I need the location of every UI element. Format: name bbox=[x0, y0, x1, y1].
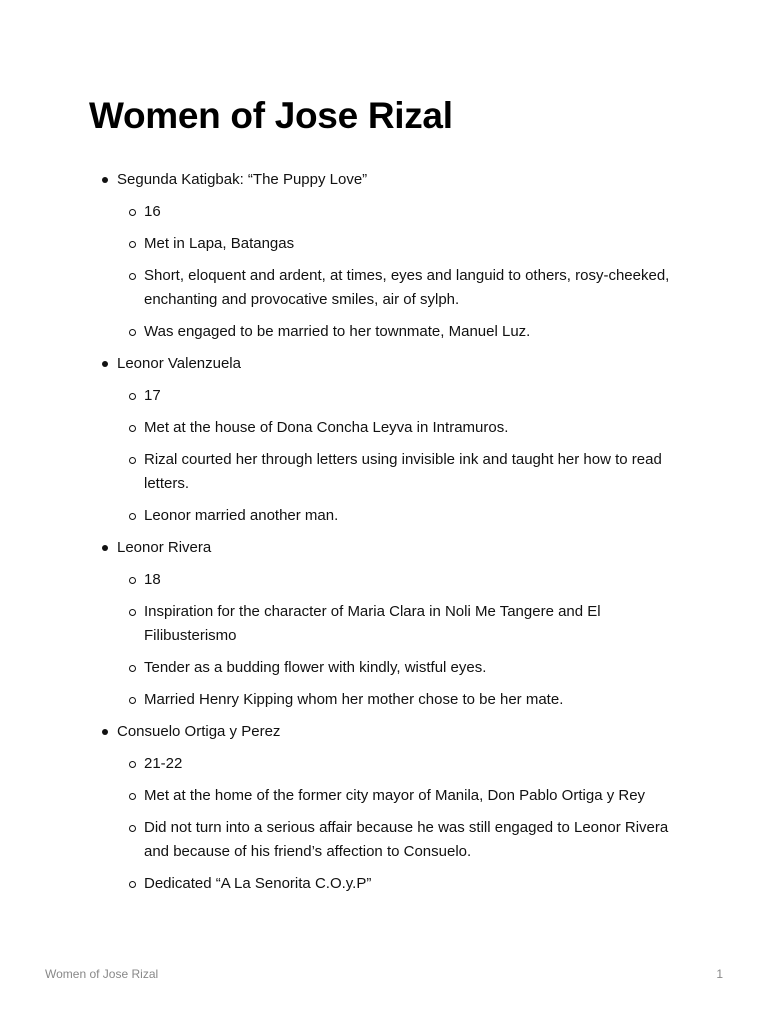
hollow-bullet-icon bbox=[129, 793, 136, 800]
detail-text: 18 bbox=[144, 571, 161, 588]
detail-text: Married Henry Kipping whom her mother chose to be her mate. bbox=[144, 691, 564, 708]
detail-list bbox=[144, 200, 697, 344]
detail-item bbox=[144, 688, 697, 712]
detail-item bbox=[144, 264, 697, 312]
bullet-icon bbox=[102, 361, 108, 367]
hollow-bullet-icon bbox=[129, 209, 136, 216]
hollow-bullet-icon bbox=[129, 273, 136, 280]
hollow-bullet-icon bbox=[129, 513, 136, 520]
detail-text: Inspiration for the character of Maria Clara in Noli Me Tangere and El Filibusterismo bbox=[144, 603, 601, 644]
page-title: Women of Jose Rizal bbox=[89, 95, 453, 136]
detail-text: Leonor married another man. bbox=[144, 507, 339, 524]
detail-item bbox=[144, 656, 697, 680]
detail-text: Was engaged to be married to her townmate, Manuel Luz. bbox=[144, 323, 531, 340]
detail-item bbox=[144, 568, 697, 592]
list-item-row bbox=[117, 536, 697, 560]
detail-text: 16 bbox=[144, 203, 161, 220]
list-item-row bbox=[117, 168, 697, 192]
hollow-bullet-icon bbox=[129, 665, 136, 672]
hollow-bullet-icon bbox=[129, 425, 136, 432]
footer-title: Women of Jose Rizal bbox=[45, 967, 159, 981]
detail-item bbox=[144, 384, 697, 408]
hollow-bullet-icon bbox=[129, 825, 136, 832]
detail-list bbox=[144, 568, 697, 712]
page-number: 1 bbox=[716, 967, 723, 981]
detail-text: Met at the home of the former city mayor of Manila, Don Pablo Ortiga y Rey bbox=[144, 787, 646, 804]
bullet-icon bbox=[102, 545, 108, 551]
detail-item bbox=[144, 872, 697, 896]
detail-text: Short, eloquent and ardent, at times, eyes and languid to others, rosy-cheeked, enchanting and provocative smiles, air of sylph. bbox=[144, 267, 670, 308]
detail-item bbox=[144, 752, 697, 776]
hollow-bullet-icon bbox=[129, 881, 136, 888]
list-item-label: Segunda Katigbak: “The Puppy Love” bbox=[117, 171, 368, 188]
detail-item bbox=[144, 784, 697, 808]
hollow-bullet-icon bbox=[129, 609, 136, 616]
detail-item bbox=[144, 816, 697, 864]
bullet-icon bbox=[102, 177, 108, 183]
hollow-bullet-icon bbox=[129, 393, 136, 400]
list-item-label: Leonor Rivera bbox=[117, 539, 212, 556]
list-item-row bbox=[117, 720, 697, 744]
women-list bbox=[117, 168, 697, 896]
detail-item bbox=[144, 320, 697, 344]
detail-item bbox=[144, 416, 697, 440]
detail-item bbox=[144, 448, 697, 496]
detail-text: Did not turn into a serious affair because he was still engaged to Leonor Rivera and because of his friend’s affection to Consuelo. bbox=[144, 819, 669, 860]
detail-item bbox=[144, 504, 697, 528]
detail-text: Rizal courted her through letters using invisible ink and taught her how to read letters. bbox=[144, 451, 662, 492]
hollow-bullet-icon bbox=[129, 761, 136, 768]
detail-item bbox=[144, 200, 697, 224]
detail-text: 17 bbox=[144, 387, 161, 404]
hollow-bullet-icon bbox=[129, 329, 136, 336]
list-item-consuelo-ortiga bbox=[117, 720, 697, 896]
list-item-row bbox=[117, 352, 697, 376]
detail-item bbox=[144, 600, 697, 648]
hollow-bullet-icon bbox=[129, 577, 136, 584]
hollow-bullet-icon bbox=[129, 241, 136, 248]
detail-text: 21-22 bbox=[144, 755, 183, 772]
detail-text: Met at the house of Dona Concha Leyva in Intramuros. bbox=[144, 419, 509, 436]
detail-text: Met in Lapa, Batangas bbox=[144, 235, 295, 252]
list-item-leonor-valenzuela bbox=[117, 352, 697, 528]
detail-list bbox=[144, 752, 697, 896]
detail-text: Tender as a budding flower with kindly, wistful eyes. bbox=[144, 659, 487, 676]
hollow-bullet-icon bbox=[129, 697, 136, 704]
list-item-label: Consuelo Ortiga y Perez bbox=[117, 723, 281, 740]
detail-list bbox=[144, 384, 697, 528]
bullet-icon bbox=[102, 729, 108, 735]
detail-text: Dedicated “A La Senorita C.O.y.P” bbox=[144, 875, 372, 892]
list-item-segunda-katigbak bbox=[117, 168, 697, 344]
list-item-label: Leonor Valenzuela bbox=[117, 355, 241, 372]
list-item-leonor-rivera bbox=[117, 536, 697, 712]
detail-item bbox=[144, 232, 697, 256]
hollow-bullet-icon bbox=[129, 457, 136, 464]
